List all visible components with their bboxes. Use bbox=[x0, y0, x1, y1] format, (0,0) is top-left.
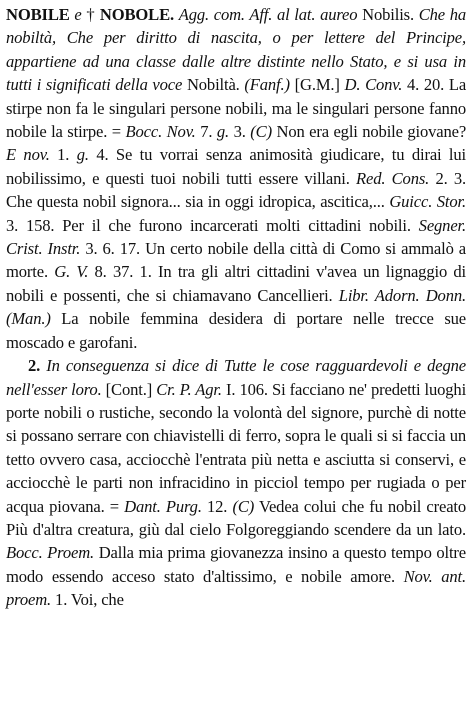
citation-cr-ref: I. 106. bbox=[225, 379, 268, 399]
quote-libr: La nobile femmina desidera di portare nelle trecce sue moscado e garofani. bbox=[6, 309, 467, 352]
source-man: (Man.) bbox=[6, 309, 51, 329]
quote-segner: Un certo nobile della città di Como si ammalò a morte. bbox=[6, 239, 466, 282]
citation-conv-ref: 4. 20. bbox=[406, 75, 445, 95]
citation-nov-ref: 1. bbox=[55, 590, 68, 610]
quote-dant: Vedea colui che fu nobil creato Più d'altra creatura, giù dal cielo Folgoreggiando scendere da un lato. bbox=[6, 496, 467, 539]
citation-segner: Segner. Crist. Instr. bbox=[6, 215, 467, 259]
dictionary-page bbox=[6, 3, 466, 612]
citation-nov: Nov. ant. proem. bbox=[6, 566, 466, 610]
citation-conv: D. Conv. bbox=[344, 75, 403, 95]
citation-segner-ref: 3. 6. 17. bbox=[85, 239, 141, 259]
equals-sign: = bbox=[109, 496, 119, 516]
citation-bocc: Bocc. Nov. bbox=[125, 122, 196, 142]
citation-gv: G. V. bbox=[54, 262, 89, 282]
citation-bocc-ref: 7. bbox=[200, 122, 213, 142]
citation-enov-ref2: 4. bbox=[96, 145, 109, 165]
citation-guicc: Guicc. Stor. bbox=[389, 192, 466, 212]
quote-conv: La stirpe non fa le singulari persone nobili, ma le singulari persone fanno nobile la stirpe. bbox=[6, 75, 467, 142]
quote-cr: Si facciano ne' predetti luoghi porte nobili o rustiche, secondo la volontà del signore, purchè di notte si possano serrare con chiavistelli di ferro, sopra le quali si si faccia un tetto ovvero casa, acciocchè l'entrata più netta e asciutta si conservi, e acciocchè le parti non infracidino in picciol tempo per rugiada o per acqua piovana. bbox=[6, 379, 467, 516]
citation-red-ref: 2. 3. bbox=[435, 168, 467, 188]
quote-gv: In tra gli altri cittadini v'avea un lignaggio di nobili e possenti, che si chiamavano Cancellieri. bbox=[6, 262, 466, 305]
citation-cr: Cr. P. Agr. bbox=[156, 379, 222, 399]
citation-proem: Bocc. Proem. bbox=[6, 543, 95, 563]
entry-sense-1 bbox=[6, 3, 466, 354]
quote-guicc: Per il che furono incarcerati molti cittadini nobili. bbox=[62, 215, 411, 235]
source-c: (C) bbox=[232, 496, 255, 516]
citation-enov: E nov. bbox=[6, 145, 50, 165]
entry-sense-2 bbox=[6, 354, 466, 611]
sense-number: 2. bbox=[28, 356, 41, 376]
source-cont: [Cont.] bbox=[105, 379, 153, 399]
citation-enov-ref: 1. bbox=[57, 145, 70, 165]
source-fanf: (Fanf.) bbox=[244, 75, 290, 95]
definition-1-word: Nobiltà. bbox=[186, 75, 240, 95]
citation-bocc-ref2: 3. bbox=[233, 122, 246, 142]
citation-dant: Dant. Purg. bbox=[124, 496, 202, 516]
grammar-note: Agg. com. Aff. al lat. aureo bbox=[178, 5, 358, 24]
quote-nov: Voi, che bbox=[70, 590, 124, 610]
headword: NOBILE bbox=[6, 5, 70, 24]
citation-libr: Libr. Adorn. Donn. bbox=[338, 285, 466, 305]
equals-sign: = bbox=[111, 122, 122, 142]
quote-red: Che questa nobil signora... sia in oggi idropica, ascitica,... bbox=[6, 192, 385, 212]
citation-gv-ref: 8. 37. 1. bbox=[94, 262, 152, 282]
quote-bocc: Non era egli nobile giovane? bbox=[276, 122, 467, 142]
citation-dant-ref: 12. bbox=[206, 496, 228, 516]
citation-enov-g: g. bbox=[76, 145, 89, 165]
citation-bocc-g: g. bbox=[216, 122, 230, 142]
citation-red: Red. Cons. bbox=[356, 168, 430, 188]
conjunction: e bbox=[74, 5, 82, 24]
citation-guicc-ref: 3. 158. bbox=[6, 215, 55, 235]
headword-variant: NOBOLE. bbox=[99, 5, 175, 24]
source-gm: [G.M.] bbox=[294, 75, 340, 95]
definition-1: Che ha nobiltà, Che per diritto di nascita, o per lettere del Principe, appartiene ad una classe dalle altre distinte nello Stato, e si usa in tutti i significati della voce bbox=[6, 5, 466, 95]
dagger-icon: † bbox=[86, 5, 96, 24]
etymology-word: Nobilis. bbox=[362, 5, 414, 24]
definition-2: In conseguenza si dice di Tutte le cose ragguardevoli e degne nell'esser loro. bbox=[6, 356, 467, 399]
quote-proem: Dalla mia prima giovanezza insino a questo tempo oltre modo essendo acceso stato d'altissimo, e nobile amore. bbox=[6, 543, 467, 586]
source-c: (C) bbox=[250, 122, 272, 142]
quote-enov: Se tu vorrai senza animosità giudicare, tu dirai lui nobilissimo, e questi tuoi nobili tutti essere villani. bbox=[6, 145, 467, 188]
